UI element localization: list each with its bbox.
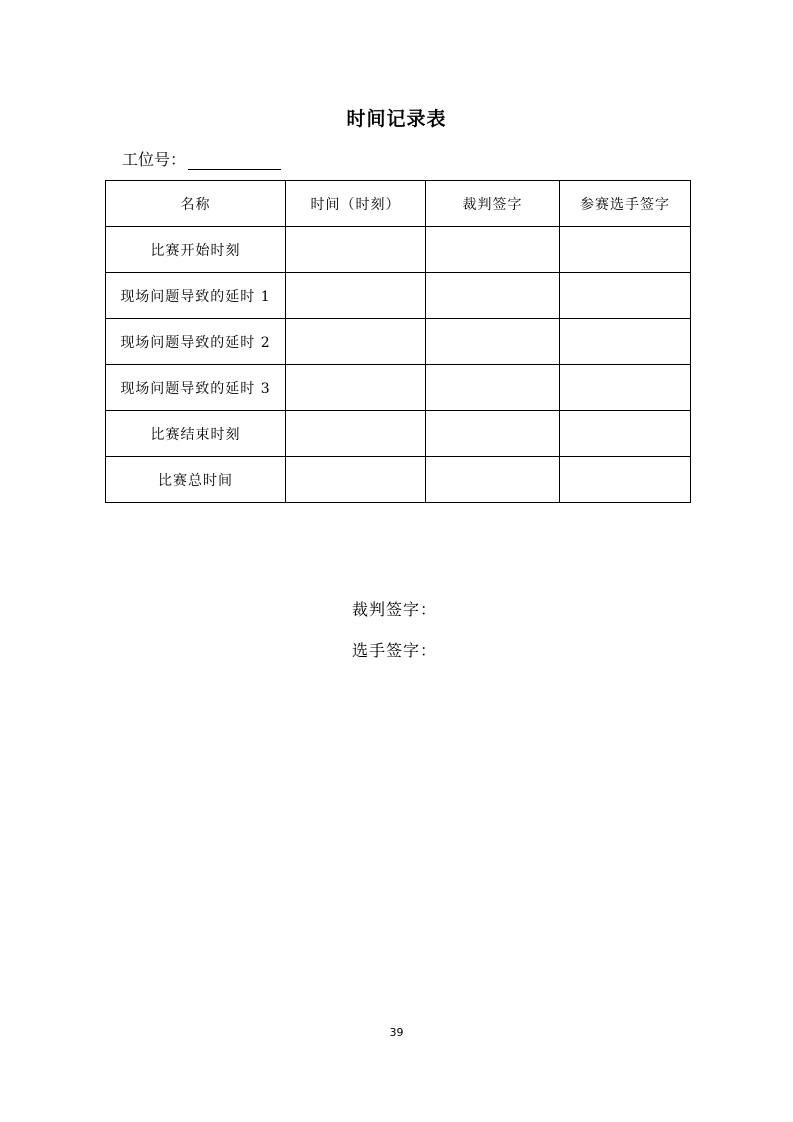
row-label: 现场问题导致的延时 2 — [106, 319, 286, 365]
player-signature-label: 选手签字： — [352, 641, 438, 660]
referee-signature-cell[interactable] — [426, 319, 560, 365]
header-name: 名称 — [106, 181, 286, 227]
station-number-field[interactable] — [188, 151, 281, 170]
referee-signature-cell[interactable] — [426, 273, 560, 319]
player-signature-cell[interactable] — [560, 457, 691, 503]
time-cell[interactable] — [286, 457, 426, 503]
player-signature-cell[interactable] — [560, 411, 691, 457]
time-record-table — [105, 180, 691, 503]
row-label: 比赛总时间 — [106, 457, 286, 503]
table-header-row — [106, 181, 691, 227]
header-player-signature: 参赛选手签字 — [560, 181, 691, 227]
table-row — [106, 411, 691, 457]
player-signature-cell[interactable] — [560, 227, 691, 273]
row-label: 比赛结束时刻 — [106, 411, 286, 457]
referee-signature-cell[interactable] — [426, 411, 560, 457]
time-cell[interactable] — [286, 365, 426, 411]
time-cell[interactable] — [286, 319, 426, 365]
player-signature-cell[interactable] — [560, 273, 691, 319]
player-signature-cell[interactable] — [560, 365, 691, 411]
referee-signature-label: 裁判签字： — [352, 600, 438, 619]
player-signature-cell[interactable] — [560, 319, 691, 365]
table-row — [106, 319, 691, 365]
row-label: 现场问题导致的延时 1 — [106, 273, 286, 319]
table-row — [106, 365, 691, 411]
referee-signature-cell[interactable] — [426, 365, 560, 411]
table-row — [106, 273, 691, 319]
table-row — [106, 227, 691, 273]
header-time: 时间（时刻） — [286, 181, 426, 227]
time-cell[interactable] — [286, 227, 426, 273]
station-number-row — [122, 147, 281, 170]
header-referee-signature: 裁判签字 — [426, 181, 560, 227]
time-cell[interactable] — [286, 273, 426, 319]
station-number-label: 工位号： — [122, 150, 187, 169]
row-label: 比赛开始时刻 — [106, 227, 286, 273]
document-title: 时间记录表 — [346, 108, 447, 130]
referee-signature-cell[interactable] — [426, 457, 560, 503]
page-number: 39 — [389, 1026, 404, 1039]
table-row — [106, 457, 691, 503]
referee-signature-cell[interactable] — [426, 227, 560, 273]
time-cell[interactable] — [286, 411, 426, 457]
row-label: 现场问题导致的延时 3 — [106, 365, 286, 411]
